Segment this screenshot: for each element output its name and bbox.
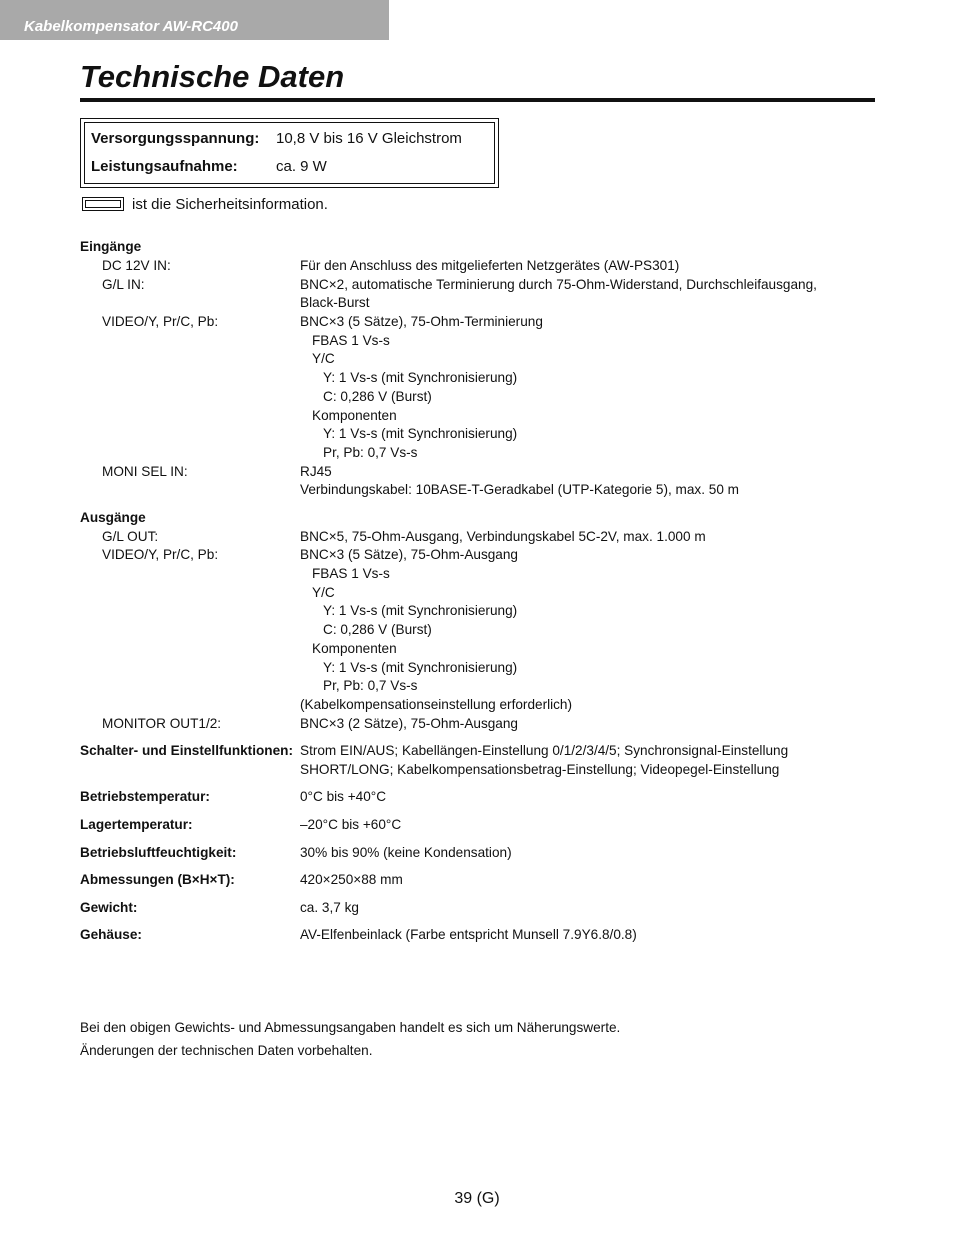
safety-note-text: ist die Sicherheitsinformation. bbox=[132, 196, 328, 213]
inputs-heading: Eingänge bbox=[80, 239, 142, 254]
spec-storage-temp-value: –20°C bis +60°C bbox=[300, 817, 402, 832]
spec-housing-label: Gehäuse: bbox=[80, 927, 142, 942]
output-video-label: VIDEO/Y, Pr/C, Pb: bbox=[102, 547, 219, 562]
header-product-name: Kabelkompensator AW-RC400 bbox=[24, 18, 238, 35]
power-consumption-value: ca. 9 W bbox=[276, 158, 327, 175]
power-supply-label: Versorgungsspannung: bbox=[91, 130, 260, 147]
output-monitor-value: BNC×3 (2 Sätze), 75-Ohm-Ausgang bbox=[300, 716, 518, 731]
output-gl-value: BNC×5, 75-Ohm-Ausgang, Verbindungskabel 5C-2V, max. 1.000 m bbox=[300, 529, 706, 544]
output-video-line: C: 0,286 V (Burst) bbox=[323, 622, 432, 637]
spec-weight-value: ca. 3,7 kg bbox=[300, 900, 359, 915]
outputs-heading: Ausgänge bbox=[80, 510, 146, 525]
spec-dimensions-value: 420×250×88 mm bbox=[300, 872, 403, 887]
input-video-line: BNC×3 (5 Sätze), 75-Ohm-Terminierung bbox=[300, 314, 543, 329]
spec-switch-value-line-2: SHORT/LONG; Kabelkompensationsbetrag-Einstellung; Videopegel-Einstellung bbox=[300, 762, 780, 777]
output-video-line: Pr, Pb: 0,7 Vs-s bbox=[323, 678, 418, 693]
page-number bbox=[0, 1189, 954, 1209]
output-video-line: Y/C bbox=[312, 585, 335, 600]
output-video-line: Komponenten bbox=[312, 641, 397, 656]
page-title: Technische Daten bbox=[80, 59, 345, 94]
input-moni-label: MONI SEL IN: bbox=[102, 464, 188, 479]
input-video-line: Y: 1 Vs-s (mit Synchronisierung) bbox=[323, 426, 518, 441]
output-video-line: FBAS 1 Vs-s bbox=[312, 566, 390, 581]
power-supply-value: 10,8 V bis 16 V Gleichstrom bbox=[276, 130, 462, 147]
output-gl-label: G/L OUT: bbox=[102, 529, 159, 544]
input-video-line: Y: 1 Vs-s (mit Synchronisierung) bbox=[323, 370, 518, 385]
spec-humidity-value: 30% bis 90% (keine Kondensation) bbox=[300, 845, 512, 860]
input-moni-value-line-2: Verbindungskabel: 10BASE-T-Geradkabel (UTP-Kategorie 5), max. 50 m bbox=[300, 482, 739, 497]
output-video-line: Y: 1 Vs-s (mit Synchronisierung) bbox=[323, 660, 518, 675]
output-monitor-label: MONITOR OUT1/2: bbox=[102, 716, 222, 731]
input-video-line: Y/C bbox=[312, 351, 335, 366]
input-video-line: C: 0,286 V (Burst) bbox=[323, 389, 432, 404]
title-rule bbox=[80, 98, 875, 102]
power-consumption-label: Leistungsaufnahme: bbox=[91, 158, 238, 175]
input-dc-label: DC 12V IN: bbox=[102, 258, 171, 273]
input-moni-value-line-1: RJ45 bbox=[300, 464, 332, 479]
output-video-line: BNC×3 (5 Sätze), 75-Ohm-Ausgang bbox=[300, 547, 518, 562]
input-dc-value: Für den Anschluss des mitgelieferten Netzgerätes (AW-PS301) bbox=[300, 258, 680, 273]
output-video-line: (Kabelkompensationseinstellung erforderlich) bbox=[300, 697, 573, 712]
input-gl-label: G/L IN: bbox=[102, 277, 145, 292]
spec-storage-temp-label: Lagertemperatur: bbox=[80, 817, 193, 832]
spec-humidity-label: Betriebsluftfeuchtigkeit: bbox=[80, 845, 237, 860]
input-gl-value-line-1: BNC×2, automatische Terminierung durch 75-Ohm-Widerstand, Durchschleifausgang, bbox=[300, 277, 817, 292]
footnote: Änderungen der technischen Daten vorbehalten. bbox=[80, 1043, 373, 1058]
page-number-text: 39 (G) bbox=[454, 1190, 500, 1207]
spec-switch-value-line-1: Strom EIN/AUS; Kabellängen-Einstellung 0/1/2/3/4/5; Synchronsignal-Einstellung bbox=[300, 743, 789, 758]
spec-dimensions-label: Abmessungen (B×H×T): bbox=[80, 872, 235, 887]
spec-housing-value: AV-Elfenbeinlack (Farbe entspricht Munsell 7.9Y6.8/0.8) bbox=[300, 927, 637, 942]
safety-symbol-icon bbox=[82, 197, 124, 211]
header-product-tab bbox=[0, 0, 389, 40]
spec-operating-temp-label: Betriebstemperatur: bbox=[80, 789, 210, 804]
input-video-line: Pr, Pb: 0,7 Vs-s bbox=[323, 445, 418, 460]
spec-switch-label: Schalter- und Einstellfunktionen: bbox=[80, 743, 293, 758]
spec-weight-label: Gewicht: bbox=[80, 900, 138, 915]
footnote: Bei den obigen Gewichts- und Abmessungsangaben handelt es sich um Näherungswerte. bbox=[80, 1020, 621, 1035]
power-requirements-box bbox=[80, 118, 499, 188]
output-video-line: Y: 1 Vs-s (mit Synchronisierung) bbox=[323, 603, 518, 618]
spec-operating-temp-value: 0°C bis +40°C bbox=[300, 789, 387, 804]
input-video-line: FBAS 1 Vs-s bbox=[312, 333, 390, 348]
input-gl-value-line-2: Black-Burst bbox=[300, 295, 370, 310]
input-video-label: VIDEO/Y, Pr/C, Pb: bbox=[102, 314, 219, 329]
input-video-line: Komponenten bbox=[312, 408, 397, 423]
